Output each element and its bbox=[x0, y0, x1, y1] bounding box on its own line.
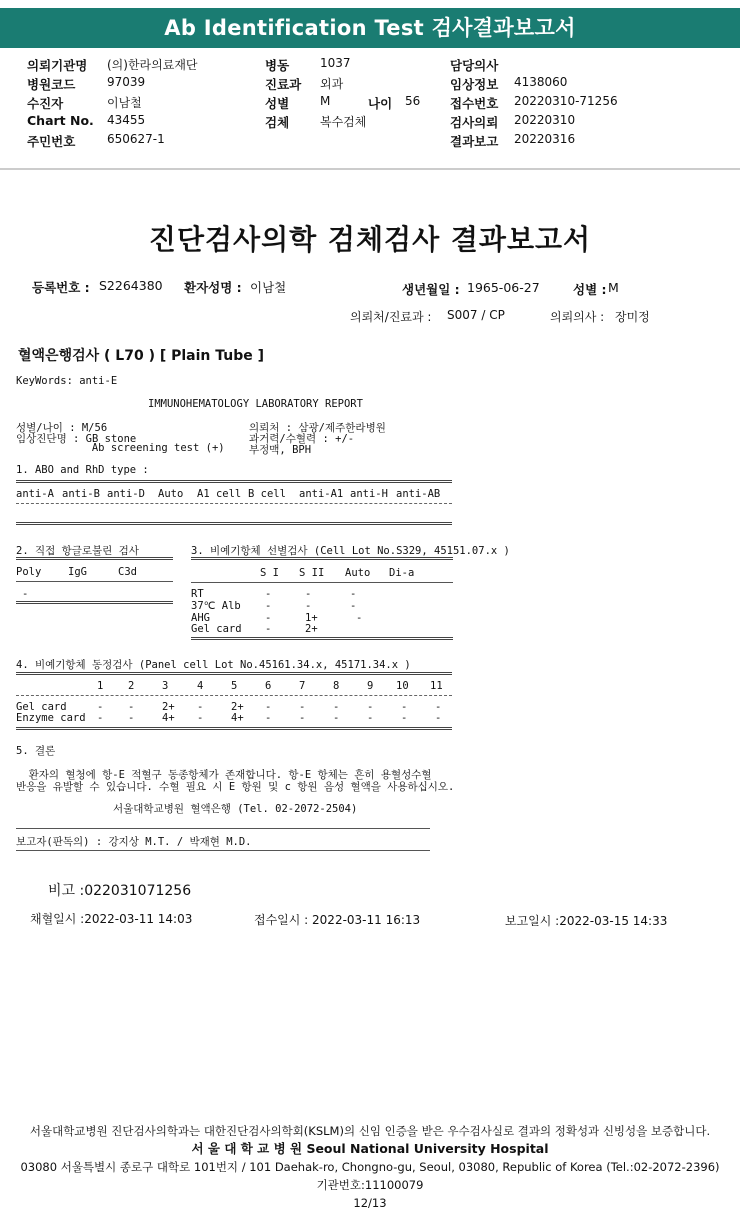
screen-row-label: AHG bbox=[191, 612, 210, 624]
panel-cell: - bbox=[197, 712, 204, 724]
keywords: KeyWords: anti-E bbox=[16, 375, 118, 387]
panel-cell: 2+ bbox=[162, 701, 175, 713]
abo-title: 1. ABO and RhD type : bbox=[16, 464, 149, 476]
rule bbox=[191, 582, 453, 583]
panel-col: 2 bbox=[128, 680, 135, 692]
rule bbox=[16, 828, 430, 829]
screen-cell: 2+ bbox=[305, 623, 318, 635]
info-key: 진료과 bbox=[265, 77, 302, 92]
reg-label: 등록번호 : bbox=[32, 280, 90, 295]
panel-col: 7 bbox=[299, 680, 306, 692]
panel-cell: - bbox=[435, 712, 442, 724]
screen-row-label: RT bbox=[191, 588, 204, 600]
age-value: 56 bbox=[405, 94, 421, 108]
panel-cell: - bbox=[435, 701, 442, 713]
panel-col: 4 bbox=[197, 680, 204, 692]
panel-col: 10 bbox=[396, 680, 409, 692]
footer bbox=[0, 1122, 740, 1212]
rule bbox=[191, 557, 453, 560]
reg-value: S2264380 bbox=[99, 278, 163, 293]
rule bbox=[16, 727, 452, 730]
doctor-value: 장미정 bbox=[615, 310, 650, 324]
info-value: 20220316 bbox=[514, 132, 576, 146]
info-value: 1037 bbox=[320, 56, 351, 70]
panel-cell: - bbox=[128, 701, 135, 713]
panel-col: 6 bbox=[265, 680, 272, 692]
screen-col: S II bbox=[299, 567, 325, 579]
panel-col: 8 bbox=[333, 680, 340, 692]
info-key: 수진자 bbox=[27, 96, 64, 111]
rule bbox=[16, 672, 452, 675]
screen-cell: 1+ bbox=[305, 612, 318, 624]
panel-col: 5 bbox=[231, 680, 238, 692]
screen-cell: - bbox=[305, 588, 312, 600]
info-key: Chart No. bbox=[27, 113, 94, 128]
panel-cell: - bbox=[265, 712, 272, 724]
info-key: 결과보고 bbox=[450, 134, 499, 149]
report-header-bar bbox=[0, 8, 740, 48]
footer-hospital: 서 울 대 학 교 병 원 Seoul National University Hospital bbox=[191, 1141, 549, 1156]
screen-col: Di-a bbox=[389, 567, 415, 579]
screen-cell: - bbox=[350, 600, 357, 612]
memo: 비고 :022031071256 bbox=[48, 883, 192, 899]
info-value: 43455 bbox=[107, 113, 146, 127]
rule bbox=[16, 480, 452, 483]
abo-col: B cell bbox=[248, 488, 286, 500]
dob-value: 1965-06-27 bbox=[467, 280, 540, 295]
info-value: 650627-1 bbox=[107, 132, 165, 146]
info-key: 임상정보 bbox=[450, 77, 499, 92]
conclusion-line: 환자의 혈청에 항-E 적혈구 동종항체가 존재합니다. 항-E 항체는 흔히 용혈성수혈 bbox=[16, 769, 432, 781]
request-line: 과거력/수혈력 : +/- bbox=[249, 433, 355, 445]
dat-col: C3d bbox=[118, 566, 137, 578]
info-key: 담당의사 bbox=[450, 58, 499, 73]
dat-title: 2. 직접 항글로불린 검사 bbox=[16, 545, 139, 557]
screen-row-label: 37℃ Alb bbox=[191, 600, 241, 612]
dept-label: 의뢰처/진료과 : bbox=[350, 310, 432, 324]
panel-cell: - bbox=[128, 712, 135, 724]
panel-cell: - bbox=[333, 701, 340, 713]
reporter-line: 보고자(판독의) : 강지상 M.T. / 박재현 M.D. bbox=[16, 836, 252, 848]
panel-row-label: Enzyme card bbox=[16, 712, 86, 724]
abo-col: anti-A1 bbox=[299, 488, 344, 500]
patient-line: 임상진단명 : GB stone bbox=[16, 433, 137, 445]
dob-label: 생년월일 : bbox=[402, 282, 460, 297]
panel-cell: - bbox=[367, 712, 374, 724]
patient-line: Ab screening test (+) bbox=[16, 442, 225, 454]
info-value: 97039 bbox=[107, 75, 146, 89]
footer-address: 03080 서울특별시 종로구 대학로 101번지 / 101 Daehak-ro, Chongno-gu, Seoul, 03080, Republic of Korea (Tel.:02-2072-2396) bbox=[20, 1160, 720, 1174]
abo-col: A1 cell bbox=[197, 488, 242, 500]
info-key: 병원코드 bbox=[27, 77, 76, 92]
screen-cell: - bbox=[265, 600, 272, 612]
panel-cell: 4+ bbox=[162, 712, 175, 724]
panel-cell: - bbox=[265, 701, 272, 713]
panel-cell: 2+ bbox=[231, 701, 244, 713]
section-title: 혈액은행검사 ( L70 ) [ Plain Tube ] bbox=[18, 348, 265, 364]
page-number: 12/13 bbox=[353, 1196, 387, 1210]
dat-col: IgG bbox=[68, 566, 87, 578]
panel-cell: - bbox=[299, 701, 306, 713]
rule bbox=[16, 503, 452, 504]
conclusion-title: 5. 결론 bbox=[16, 745, 56, 757]
info-value: 20220310 bbox=[514, 113, 576, 127]
info-value: 이남철 bbox=[107, 96, 142, 110]
abo-col: anti-D bbox=[107, 488, 145, 500]
patient-line: 성별/나이 : M/56 bbox=[16, 422, 108, 434]
info-col3 bbox=[450, 56, 700, 151]
panel-cell: - bbox=[367, 701, 374, 713]
screen-col: S I bbox=[260, 567, 279, 579]
rule bbox=[16, 601, 173, 604]
header-title: Ab Identification Test 검사결과보고서 bbox=[164, 16, 576, 40]
panel-row-label: Gel card bbox=[16, 701, 67, 713]
panel-title: 4. 비예기항체 동정검사 (Panel cell Lot No.45161.34.x, 45171.34.x ) bbox=[16, 659, 411, 671]
lab-heading: IMMUNOHEMATOLOGY LABORATORY REPORT bbox=[148, 398, 363, 410]
info-value: (의)한라의료재단 bbox=[107, 58, 198, 72]
panel-cell: - bbox=[333, 712, 340, 724]
info-key: 의뢰기관명 bbox=[27, 58, 88, 73]
info-value: M bbox=[320, 94, 331, 108]
rule bbox=[16, 850, 430, 851]
patient-value: 이남철 bbox=[250, 280, 287, 295]
info-col1 bbox=[27, 56, 227, 151]
panel-col: 1 bbox=[97, 680, 104, 692]
section-divider bbox=[0, 168, 740, 170]
request-line: 부정맥, BPH bbox=[249, 444, 312, 456]
rule bbox=[16, 695, 452, 696]
abo-col: anti-A bbox=[16, 488, 54, 500]
sex-label: 성별 : bbox=[573, 282, 607, 297]
sex-value: M bbox=[608, 280, 619, 295]
panel-cell: - bbox=[97, 712, 104, 724]
info-col2 bbox=[265, 56, 445, 132]
info-value: 복수검체 bbox=[320, 115, 367, 129]
rule bbox=[191, 637, 453, 640]
receive-time: 접수일시 : 2022-03-11 16:13 bbox=[254, 913, 421, 927]
doctor-label: 의뢰의사 : bbox=[550, 310, 605, 324]
screen-cell: - bbox=[356, 612, 363, 624]
report-time: 보고일시 :2022-03-15 14:33 bbox=[505, 914, 668, 928]
blood-bank-line: 서울대학교병원 혈액은행 (Tel. 02-2072-2504) bbox=[113, 803, 358, 815]
abo-col: anti-B bbox=[62, 488, 100, 500]
screen-cell: - bbox=[265, 612, 272, 624]
conclusion-line: 반응을 유발할 수 있습니다. 수혈 필요 시 E 항원 및 c 항원 음성 혈액을 사용하십시오. bbox=[16, 781, 455, 793]
rule bbox=[16, 522, 452, 525]
info-value: 외과 bbox=[320, 77, 344, 91]
panel-cell: 4+ bbox=[231, 712, 244, 724]
panel-cell: - bbox=[401, 701, 408, 713]
info-key: 주민번호 bbox=[27, 134, 76, 149]
footer-cert: 서울대학교병원 진단검사의학과는 대한진단검사의학회(KSLM)의 신임 인증을 받은 우수검사실로 결과의 정확성과 신빙성을 보증합니다. bbox=[29, 1124, 711, 1138]
screen-cell: - bbox=[305, 600, 312, 612]
request-line: 의뢰처 : 삼광/제주한라병원 bbox=[249, 422, 386, 434]
panel-cell: - bbox=[197, 701, 204, 713]
panel-col: 9 bbox=[367, 680, 374, 692]
screen-cell: - bbox=[265, 588, 272, 600]
dat-col: Poly bbox=[16, 566, 42, 578]
info-value: 20220310-71256 bbox=[514, 94, 618, 108]
rule bbox=[16, 557, 173, 560]
panel-cell: - bbox=[97, 701, 104, 713]
dat-value: - bbox=[22, 588, 29, 600]
info-key: 성별 bbox=[265, 96, 290, 111]
info-key: 병동 bbox=[265, 58, 290, 73]
rule bbox=[16, 581, 173, 582]
info-key: 접수번호 bbox=[450, 96, 499, 111]
screen-row-label: Gel card bbox=[191, 623, 242, 635]
info-key: 검체 bbox=[265, 115, 290, 130]
panel-cell: - bbox=[401, 712, 408, 724]
panel-col: 3 bbox=[162, 680, 169, 692]
abo-col: anti-AB bbox=[396, 488, 441, 500]
screen-cell: - bbox=[265, 623, 272, 635]
panel-cell: - bbox=[299, 712, 306, 724]
panel-col: 11 bbox=[430, 680, 443, 692]
info-key: 검사의뢰 bbox=[450, 115, 499, 130]
abo-col: anti-H bbox=[350, 488, 388, 500]
collect-time: 채혈일시 :2022-03-11 14:03 bbox=[30, 912, 193, 926]
patient-label: 환자성명 : bbox=[184, 280, 242, 295]
screen-col: Auto bbox=[345, 567, 371, 579]
info-value: 4138060 bbox=[514, 75, 568, 89]
abo-col: Auto bbox=[158, 488, 184, 500]
screen-title: 3. 비예기항체 선별검사 (Cell Lot No.S329, 45151.07.x ) bbox=[191, 545, 510, 557]
dept-value: S007 / CP bbox=[447, 308, 505, 322]
footer-institution: 기관번호:11100079 bbox=[316, 1178, 424, 1192]
report-title: 진단검사의학 검체검사 결과보고서 bbox=[148, 223, 592, 256]
age-label: 나이 bbox=[368, 96, 393, 111]
screen-cell: - bbox=[350, 588, 357, 600]
